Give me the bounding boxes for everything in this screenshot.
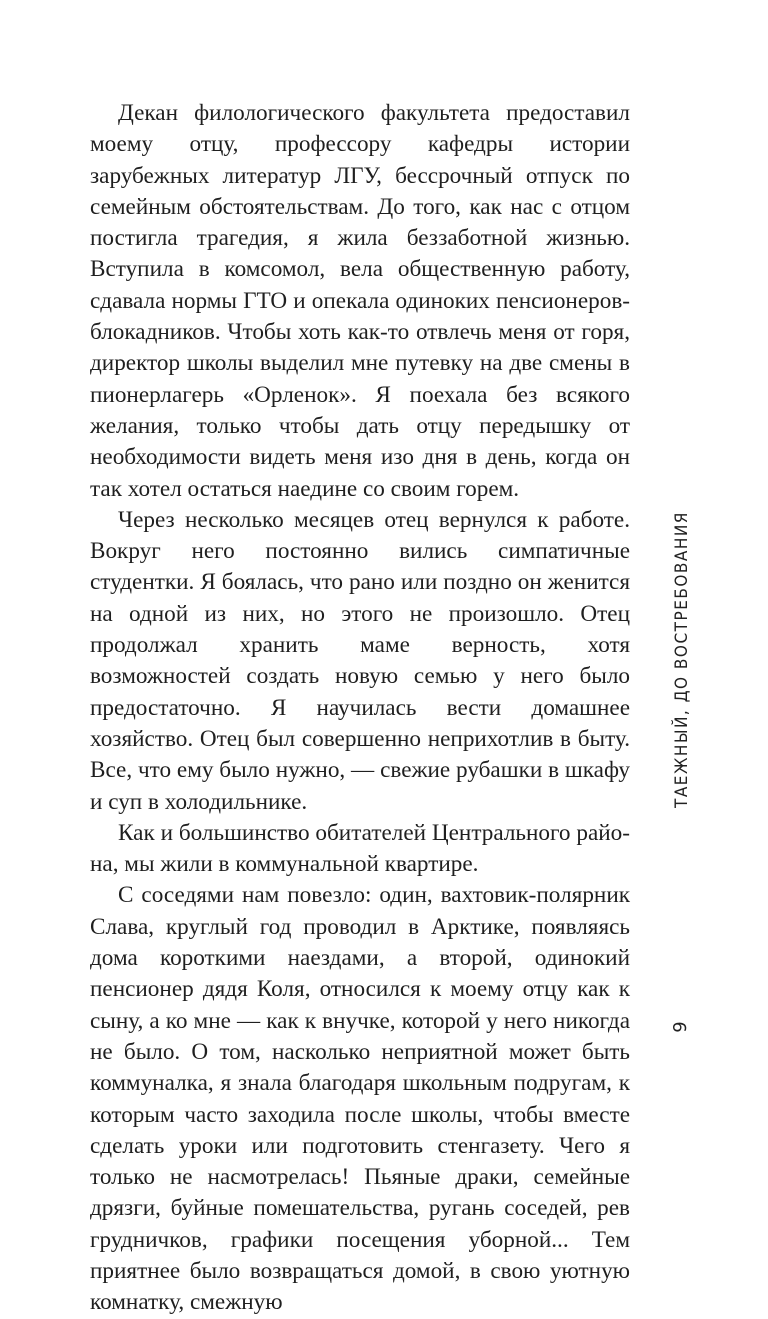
main-text-column (90, 98, 630, 1319)
paragraph: Декан филологического факультета предоставил моему отцу, профессору кафедры истории зарубежных литератур ЛГУ, бессрочный отпуск по семейным обстоятельствам. До того, как нас с отцом постигла трагедия, я жила беззаботной жизнью. Вступила в комсомол, вела общественную работу, сдавала нормы ГТО и опекала одиноких пенсионеров-блокадников. Чтобы хоть как-то отвлечь меня от горя, директор школы выделил мне путевку на две смены в пионерлагерь «Орленок». Я поехала без всякого желания, только чтобы дать отцу передышку от необходимости видеть меня изо дня в день, когда он так хотел остаться наедине со своим горем. (90, 100, 630, 502)
running-title: ТАЕЖНЫЙ, ДО ВОСТРЕБОВАНИЯ (672, 511, 692, 808)
paragraph: С соседями нам повезло: один, вахтовик-полярник Слава, круглый год проводил в Арктике, появляясь дома короткими наездами, а второй, одинокий пенсионер дядя Коля, относился к моему отцу как к сыну, а ко мне — как к внучке, которой у него никогда не было. О том, насколько неприятной может быть коммуналка, я знала благодаря школьным подругам, к которым часто заходила после школы, чтобы вместе сделать уроки или подготовить стенгазету. Чего я только не насмотрелась! Пьяные драки, семейные дрязги, буйные помешательства, ругань соседей, рев грудничков, графики посещения уборной... Тем приятнее было возвращаться домой, в свою уютную комнатку, смежную (90, 882, 630, 1316)
paragraph: Через несколько месяцев отец вернулся к работе. Вокруг него постоянно вились симпатичные студентки. Я боялась, что рано или поздно он женится на одной из них, но этого не произошло. Отец продолжал хранить маме верность, хотя возможностей создать новую семью у него было предостаточно. Я научилась вести домашнее хозяйство. Отец был совершенно неприхотлив в быту. Все, что ему было нужно, — свежие рубашки в шкафу и суп в холодильнике. (90, 506, 630, 815)
paragraph: Как и большинство обитателей Центрального района, мы жили в коммунальной квартире. (90, 819, 630, 878)
page-number: 9 (669, 1021, 691, 1033)
